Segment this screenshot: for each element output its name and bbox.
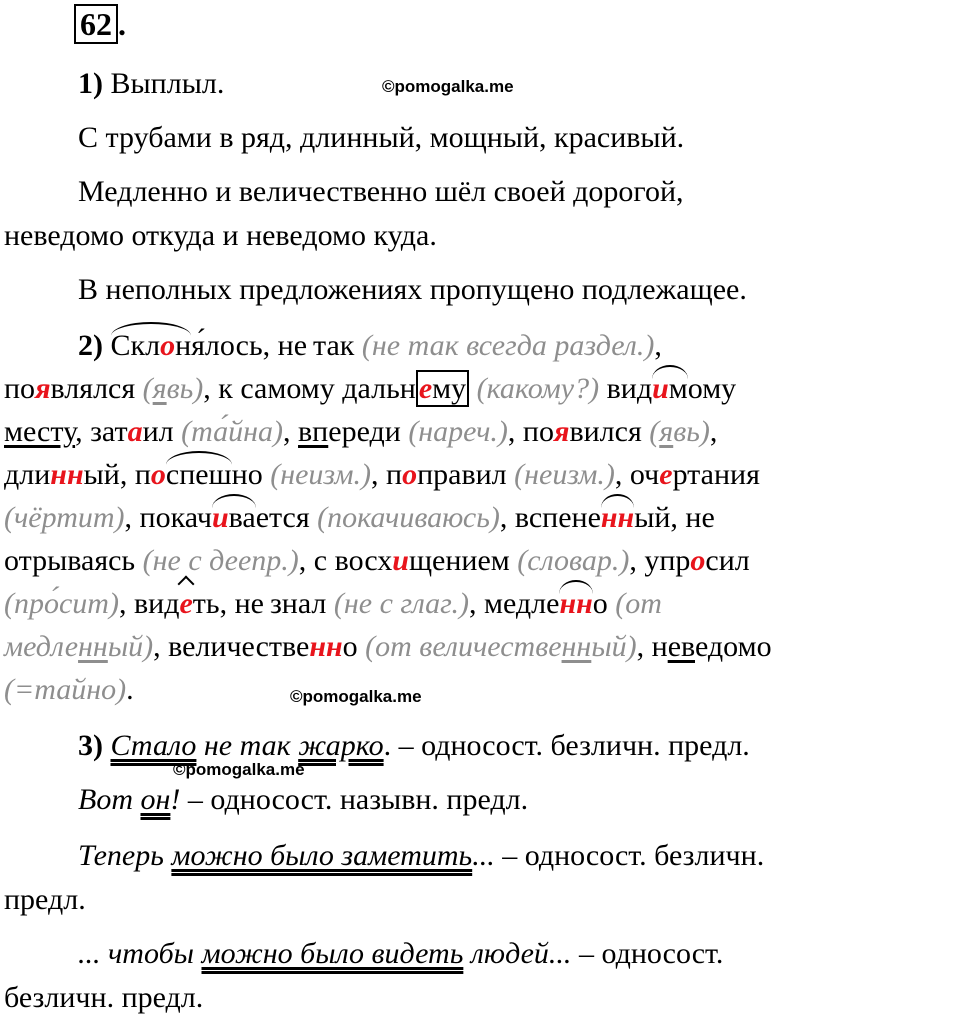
part3-sentence2: Вот он! – односост. назывн. предл. xyxy=(78,783,529,816)
part2-line9: (=тайно). xyxy=(4,673,134,706)
part2-line3: месту, затаил (та́йна), впереди (нареч.), появился (явь), xyxy=(4,415,718,448)
part2-line2: появлялся (явь), к самому дальн ему (какому?) видимому xyxy=(4,372,737,405)
part3-sentence4: ... чтобы можно было видеть людей... – односост. xyxy=(78,937,724,970)
part3-sentence4-cont: безличн. предл. xyxy=(4,981,204,1014)
part2-line8: медленный), величественно (от величественный), неведомо xyxy=(4,630,772,663)
part2-line4: длинный, поспешно (неизм.), поправил (неизм.), очертания xyxy=(4,458,760,491)
watermark-1: ©pomogalka.me xyxy=(382,77,514,96)
part1-line3b: неведомо откуда и неведомо куда. xyxy=(4,219,437,252)
part2-line7: (про́сит), видеть, не знал (не с глаг.), медленно (от xyxy=(4,587,662,620)
part1-line4: В неполных предложениях пропущено подлежащее. xyxy=(78,273,747,306)
part3-sentence1: 3) Стало не так жарко. – односост. безличн. предл. xyxy=(78,729,750,762)
part3-sentence3: Теперь можно было заметить... – односост. безличн. xyxy=(78,839,765,872)
watermark-3: ©pomogalka.me xyxy=(173,760,305,779)
watermark-2: ©pomogalka.me xyxy=(290,687,422,706)
part1-line3a: Медленно и величественно шёл своей дорогой, xyxy=(78,175,684,208)
part1-line2: С трубами в ряд, длинный, мощный, красивый. xyxy=(78,121,685,154)
exercise-number: 62 . xyxy=(74,6,126,43)
part2-line5: (чёртит), покачивается (покачиваюсь), вспененный, не xyxy=(4,501,715,534)
part2-line6: отрываясь (не с деепр.), с восхищением (словар.), упросил xyxy=(4,544,750,577)
part2-line1: 2) Склоня́лось, не так (не так всегда раздел.), xyxy=(78,329,662,362)
part1-line1: 1) Выплыл. xyxy=(78,67,225,100)
part3-sentence3-cont: предл. xyxy=(4,883,86,916)
